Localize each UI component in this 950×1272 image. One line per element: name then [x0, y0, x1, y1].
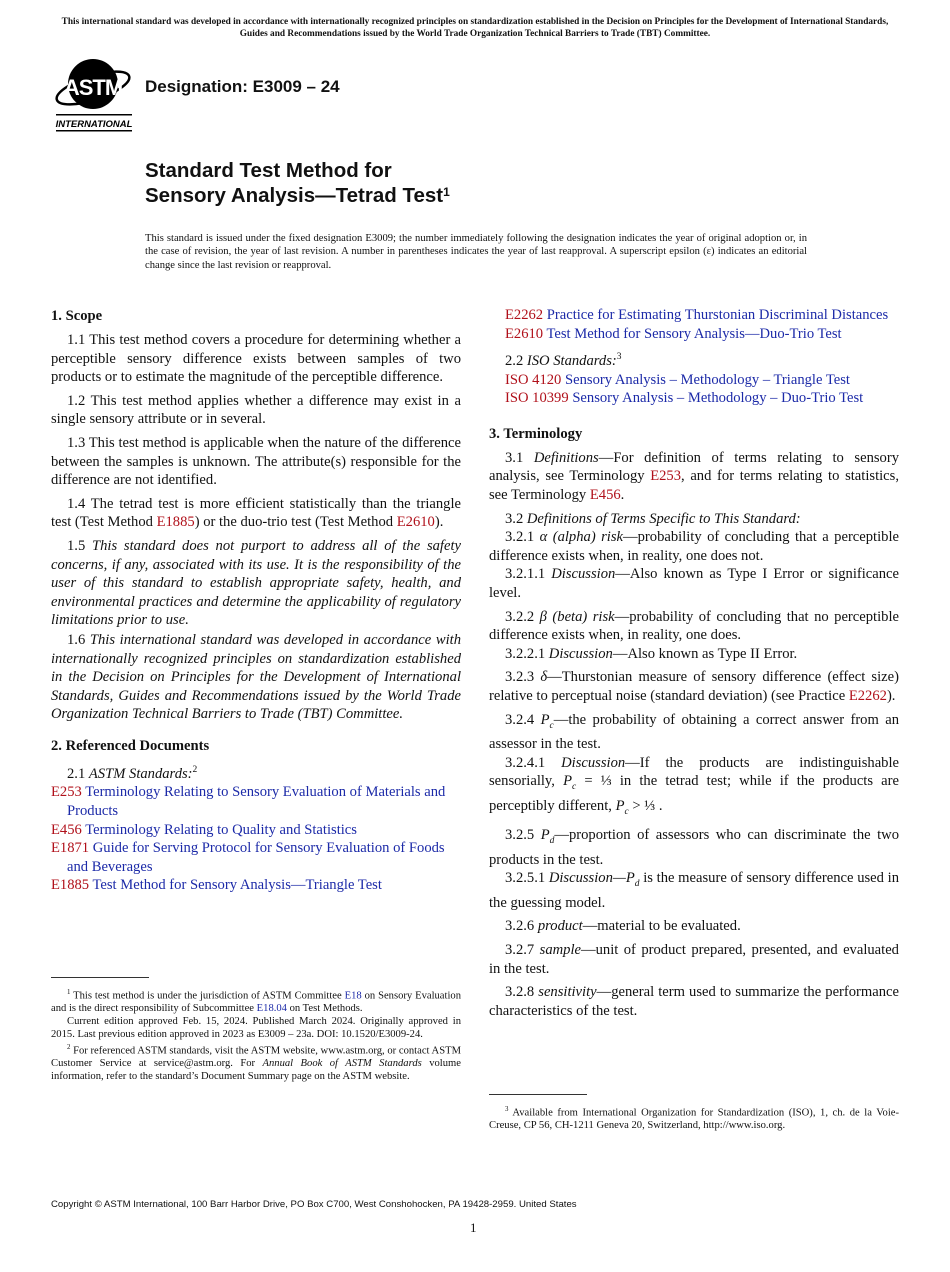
top-notice: This international standard was developed in accordance with internationally recognized principles on standardization established in the Decision on Principles for the Development of International Standards, Guides and Recommendations issued by the World Trade Organization Technical Barriers to Trade (TBT) Committee. [61, 16, 889, 39]
svg-text:ASTM: ASTM [63, 75, 123, 100]
title-line-2: Sensory Analysis—Tetrad Test$^1$ [145, 184, 450, 207]
para-1-3: 1.3 This test method is applicable when the nature of the difference between the samples is unknown. The attribute(s) responsible for the difference are not identified. [51, 434, 461, 489]
footnote-ref-2[interactable]: 2 [192, 764, 198, 775]
para-3-2-8: 3.2.8 sensitivity—general term used to summarize the performance characteristics of the test. [489, 984, 900, 1019]
left-column [51, 307, 461, 895]
ref-e456[interactable]: E456 Terminology Relating to Quality and Statistics [51, 821, 357, 838]
para-3-2-3: 3.2.3 δ—Thurstonian measure of sensory difference (effect size) relative to perceptual noise (standard deviation) (see Practice E2262). [489, 669, 899, 704]
document-title [145, 158, 450, 208]
section-2-heading: 2. Referenced Documents [51, 737, 210, 754]
footnote-ref-3[interactable]: 3 [616, 352, 622, 363]
link-e1885[interactable]: E1885 [156, 514, 195, 531]
page-number: 1 [470, 1220, 477, 1235]
para-3-2-7: 3.2.7 sample—unit of product prepared, presented, and evaluated in the test. [489, 942, 899, 977]
footnote-3: $^3$ Available from International Organization for Standardization (ISO), 1, ch. de la Voie-Creuse, CP 56, CH-1211 Geneva 20, Switzerland, http://www.iso.org. [489, 1106, 899, 1131]
title-line-1: Standard Test Method for [145, 159, 392, 182]
footnote-2: $^2$ For referenced ASTM standards, visit the ASTM website, www.astm.org, or contact ASTM Customer Service at service@astm.org. For Annual Book of ASTM Standards volume information, refer to the standard’s Document Summary page on the ASTM website. [51, 1044, 461, 1082]
para-1-4: 1.4 The tetrad test is more efficient statistically than the triangle test (Test Method E1885) or the duo-trio test (Test Method E2610). [51, 495, 461, 531]
link-e18[interactable]: E18 [344, 990, 362, 1002]
para-3-2-4-1: 3.2.4.1 Discussion—If the products are indistinguishable sensorially, $P_c$ = ⅓ in the tetrad test; while if the products are perceptibly different, $P_c$ > ⅓ . [489, 754, 900, 817]
section-1-heading: 1. Scope [51, 308, 103, 324]
link-e456[interactable]: E456 [589, 487, 621, 504]
para-3-2: 3.2 Definitions of Terms Specific to This Standard: [505, 510, 801, 527]
para-3-2-2: 3.2.2 β (beta) risk—probability of concluding that no perceptible difference exists when, in reality, one does. [489, 608, 899, 644]
svg-text:INTERNATIONAL: INTERNATIONAL [55, 119, 133, 130]
para-3-2-5: 3.2.5 $P_d—proportion$ of assessors who can discriminate the two products in the test. [489, 827, 899, 868]
ref-e2262[interactable]: E2262 Practice for Estimating Thurstonian Discriminal Distances [505, 307, 889, 323]
link-e2610[interactable]: E2610 [396, 514, 435, 531]
para-1-2: 1.2 This test method applies whether a difference may exist in a single sensory attribute or in several. [51, 392, 461, 428]
footnote-1: $^1$ This test method is under the jurisdiction of ASTM Committee E18 on Sensory Evaluation and is the direct responsibility of Subcommittee E18.04 on Test Methods. [51, 989, 461, 1014]
ref-iso-4120[interactable]: ISO 4120 Sensory Analysis – Methodology – Triangle Test [505, 371, 850, 388]
para-3-2-4: 3.2.4 $P_c—the$ probability of obtaining a correct answer from an assessor in the test. [489, 711, 899, 753]
link-e18-04[interactable]: E18.04 [256, 1002, 287, 1014]
iso-standards-label: 2.2 ISO Standards:$^3$ [505, 352, 622, 370]
ref-iso-10399[interactable]: ISO 10399 Sensory Analysis – Methodology – Duo-Trio Test [505, 390, 864, 407]
link-e253[interactable]: E253 [650, 468, 682, 485]
para-1-6: 1.6 This international standard was developed in accordance with internationally recognized principles on standardization established in the Decision on Principles for the Development of International Standards, Guides and Recommendations issued by the World Trade Organization Technical Barriers to Trade (TBT) Committee. [51, 631, 462, 723]
ref-e1885[interactable]: E1885 Test Method for Sensory Analysis—Triangle Test [51, 877, 382, 894]
link-e2262[interactable]: E2262 [848, 687, 887, 704]
ref-e253[interactable]: E253 Terminology Relating to Sensory Evaluation of Materials and Products [51, 784, 446, 819]
para-3-2-1: 3.2.1 α (alpha) risk—probability of concluding that a perceptible difference exists when, in reality, one does not. [489, 529, 899, 564]
designation: Designation: E3009 – 24 [145, 77, 340, 96]
section-3-heading: 3. Terminology [489, 425, 583, 442]
para-3-1: 3.1 Definitions—For definition of terms relating to sensory analysis, see Terminology E253, and for terms relating to statistics, see Terminology E456. [489, 449, 900, 504]
astm-logo-icon [53, 55, 135, 133]
footnote-divider-right [489, 1094, 587, 1095]
para-3-2-1-1: 3.2.1.1 Discussion—Also known as Type I Error or significance level. [489, 566, 899, 601]
footnotes-right [489, 1104, 899, 1133]
ref-e1871[interactable]: E1871 Guide for Serving Protocol for Sensory Evaluation of Foods and Beverages [51, 840, 445, 875]
para-3-2-5-1: 3.2.5.1 $Discussion—P_d$ is the measure of sensory difference used in the guessing model. [489, 870, 899, 911]
astm-logo [53, 55, 135, 133]
astm-standards-label: 2.1 ASTM Standards:$^2$ [67, 764, 198, 782]
footnotes-left [51, 987, 461, 1084]
footnote-divider-left [51, 977, 149, 978]
right-column [489, 306, 899, 1025]
footnote-1-edition: Current edition approved Feb. 15, 2024. Published March 2024. Originally approved in 2015. Last previous edition approved in 2023 as E3009 – 23a. DOI: 10.1520/E3009-24. [51, 1016, 461, 1040]
issued-note: This standard is issued under the fixed designation E3009; the number immediately following the designation indicates the year of original adoption or, in the case of revision, the year of last revision. A number in parentheses indicates the year of last reapproval. A superscript epsilon (ε) indicates an editorial change since the last revision or reapproval. [145, 233, 807, 271]
para-3-2-2-1: 3.2.2.1 Discussion—Also known as Type II Error. [505, 645, 798, 662]
ref-e2610[interactable]: E2610 Test Method for Sensory Analysis—Duo-Trio Test [505, 325, 842, 342]
para-3-2-6: 3.2.6 product—material to be evaluated. [505, 918, 741, 935]
title-footnote-ref[interactable]: 1 [443, 185, 450, 199]
copyright-notice: Copyright © ASTM International, 100 Barr Harbor Drive, PO Box C700, West Conshohocken, PA 19428-2959. United States [51, 1199, 577, 1210]
para-1-1: 1.1 This test method covers a procedure for determining whether a perceptible sensory difference exists between samples of two products or to estimate the magnitude of the perceptible difference. [51, 332, 461, 386]
para-1-5: 1.5 This standard does not purport to address all of the safety concerns, if any, associated with its use. It is the responsibility of the user of this standard to establish appropriate safety, health, and environmental practices and determine the applicability of regulatory limitations prior to use. [51, 537, 461, 629]
